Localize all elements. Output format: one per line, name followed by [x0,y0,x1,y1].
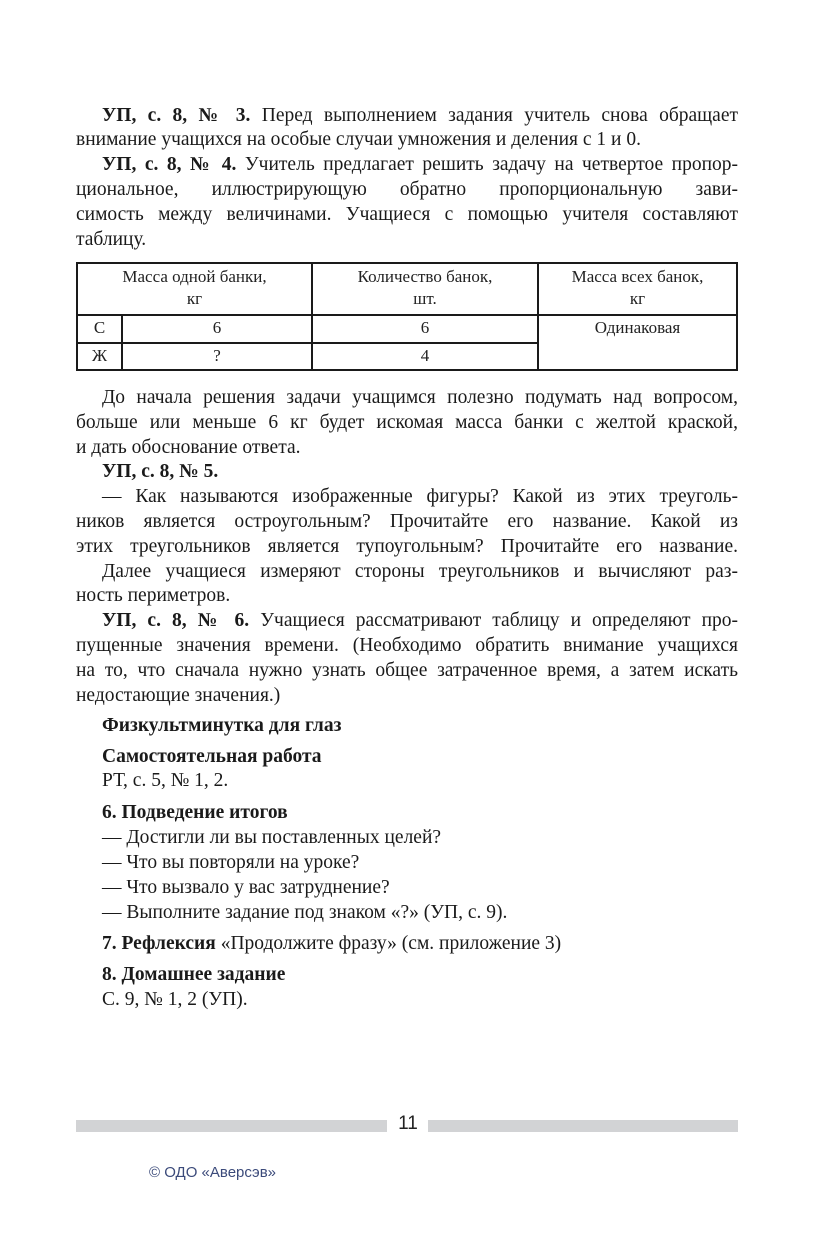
paragraph-line: Далее учащиеся измеряют стороны треугольников и вычисляют раз- [102,561,738,582]
section-heading: Физкультминутка для глаз [102,715,342,736]
section-text: «Продолжите фразу» (см. приложение 3) [215,933,562,954]
header-text: Масса одной банки, [122,267,267,286]
page-number: 11 [398,1113,418,1134]
table-cell: 6 [212,318,222,337]
header-unit: кг [186,289,203,308]
paragraph-line [102,104,738,128]
paragraph-line: и дать обоснование ответа. [76,437,301,458]
text-span: Учащиеся рассматривают таблицу и определяют про- [249,610,738,631]
header-unit: кг [629,289,646,308]
list-item: — Достигли ли вы поставленных целей? [102,827,442,848]
footer-bar-left [76,1120,387,1132]
section-heading: 7. Рефлексия [102,933,216,954]
text-span: Учитель предлагает решить задачу на четвертое пропор- [236,154,738,175]
list-item: — Выполните задание под знаком «?» (УП, с. 9). [102,902,508,923]
paragraph-line: больше или меньше 6 кг будет искомая масса банки с желтой краской, [76,412,738,433]
table-header-cell [313,266,537,310]
section-text: С. 9, № 1, 2 (УП). [102,989,248,1010]
paragraph-line: пущенные значения времени. (Необходимо обратить внимание учащихся [76,635,738,656]
paragraph-line: До начала решения задачи учащимся полезно подумать над вопросом, [102,387,738,408]
list-item: — Что вызвало у вас затруднение? [102,877,390,898]
paragraph-line: на то, что сначала нужно узнать общее затраченное время, а затем искать [76,660,738,681]
section-heading: 8. Домашнее задание [102,964,286,985]
table-header-cell [539,266,736,310]
paragraph-line: циональное, иллюстрирующую обратно пропорциональную зави- [76,179,738,200]
row-label: Ж [91,346,108,365]
paragraph-line: внимание учащихся на особые случаи умножения и деления с 1 и 0. [76,129,641,150]
header-unit: шт. [413,289,437,308]
paragraph-line: недостающие значения.) [76,685,281,706]
paragraph-line: ность периметров. [76,585,231,606]
task-reference: УП, с. 8, № 6. [102,610,250,631]
task-reference: УП, с. 8, № 4. [102,154,237,175]
text-span: Перед выполнением задания учитель снова обращает [250,105,738,126]
paragraph-line: этих треугольников является тупоугольным? Прочитайте его название. [76,536,738,557]
paragraph-line [102,609,738,633]
section-heading: 6. Подведение итогов [102,802,288,823]
section-text: РТ, с. 5, № 1, 2. [102,770,229,791]
table-cell: 4 [420,346,430,365]
merged-cell: Одинаковая [594,318,681,337]
table-cell: ? [213,346,221,365]
copyright: © ОДО «Аверсэв» [149,1164,277,1181]
section-line [102,932,738,956]
section-heading: Самостоятельная работа [102,746,322,767]
paragraph-line: таблицу. [76,229,147,250]
table-header-cell [78,266,311,310]
proportion-table [76,262,738,371]
task-reference: УП, с. 8, № 3. [102,105,251,126]
paragraph-line: ников является остроугольным? Прочитайте его название. Какой из [76,511,738,532]
row-label: С [93,318,106,337]
task-reference: УП, с. 8, № 5. [102,461,219,482]
paragraph-line: симость между величинами. Учащиеся с помощью учителя составляют [76,204,738,225]
table-cell: 6 [420,318,430,337]
footer-bar-right [428,1120,738,1132]
paragraph-line: — Как называются изображенные фигуры? Какой из этих треуголь- [102,486,738,507]
header-text: Количество банок, [357,267,493,286]
paragraph-line [102,153,738,177]
list-item: — Что вы повторяли на уроке? [102,852,360,873]
header-text: Масса всех банок, [571,267,704,286]
table-divider [78,342,537,344]
table-divider [78,314,736,316]
